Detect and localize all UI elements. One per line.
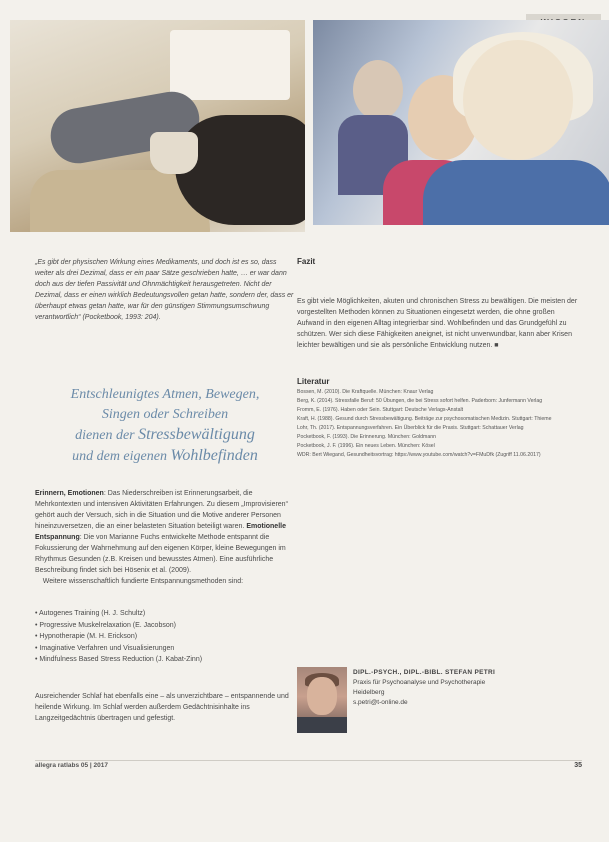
literatur-item: Lohr, Th. (2017). Entspannungsverfahren. Ein Überblick für die Praxis. Stuttgart: Schattauer Verlag (297, 425, 524, 431)
fazit-heading: Fazit (297, 257, 316, 266)
text-entspannung: : Die von Marianne Fuchs entwickelte Methode entspannt die Fokussierung der Wahrnehmung auf den eigenen Körper, kleine Bewegungen im Rhythmus Gesunden (z.B. Kreisen und bewusstes Atmen). Eine ausführliche Beschreibung findet sich bei Hösenix et al. (2009). (35, 534, 286, 574)
list-item: • Autogenes Training (H. J. Schultz) (35, 608, 295, 620)
literatur-item: Fromm, E. (1976). Haben oder Sein. Stuttgart: Deutsche Verlags-Anstalt (297, 407, 464, 413)
literatur-item: WDR: Bert Wiegand, Gesundheitsvortrag: https://www.youtube.com/watch?v=FMuDfk (Zugriff 11.06.2017) (297, 452, 541, 458)
photo-mug (150, 132, 198, 174)
photo-seniors-singing (313, 20, 609, 225)
photo-window (170, 30, 290, 100)
quote-text: „Es gibt der physischen Wirkung eines Medikaments, und doch ist es so, dass weiter als drei Dezimal, dass er ein paar Sätze geschrieben hatte, … er war dann doch aus der tiefen Passivität und Ohnmächtigkeit herausgetreten. Nicht der Dezimal, dass er einen wirklich Bedeutungsvollen getan hatte, sondern der, dass er überhaupt etwas getan hatte, war für den günstigen Stimmungsumschwung verantwortlich“ (Pocketbook, 1993: 204). (35, 259, 294, 321)
author-email[interactable]: s.petri@t-online.de (353, 699, 408, 706)
fazit-text: Es gibt viele Möglichkeiten, akuten und chronischen Stress zu bewältigen. Die meisten der vorgestellten Methoden können zu Situationen eingesetzt werden, die ohne großen Aufwand in den eigenen Alltag integrierbar sind. Wohlbefinden und das Grundgefühl zu schützen. Wer sich diese Fähigkeiten aneignet, ist nicht unverwundbar, kann aber Krisen leichter bewältigen und sie als persönliche Entwicklung nutzen. ■ (297, 298, 578, 349)
pull-quote-line-3a: dienen der (75, 428, 139, 443)
literatur-item: Bossen, M. (2010). Die Kraftquelle. München: Knaur Verlag (297, 389, 434, 395)
footer-rule (35, 760, 582, 761)
literatur-item: Kraft, H. (1988). Gesund durch Stressbewältigung. Beiträge zur psychosomatischen Medizin. Stuttgart: Thieme (297, 416, 552, 422)
footer-magazine: allegra ratlabs 05 | 2017 (35, 762, 109, 769)
literatur-item: Pocketbook, F. (1993). Die Erinnerung. München: Goldmann (297, 434, 436, 440)
pull-quote-line-3 (35, 425, 295, 446)
author-photo (297, 667, 347, 733)
author-box (353, 668, 583, 708)
photo-person-1 (463, 40, 573, 160)
pull-quote-line-3b: Stressbewältigung (138, 426, 255, 443)
list-item: • Mindfulness Based Stress Reduction (J. Kabat-Zinn) (35, 654, 295, 666)
pull-quote (35, 385, 295, 467)
author-face (307, 677, 337, 715)
body-paragraph-2: Ausreichender Schlaf hat ebenfalls eine – als unverzichtbare – entspannende und heilende Wirkung. Im Schlaf werden außerdem Gedächtnisinhalte ins Langzeitgedächtnis übertragen und gefestigt. (35, 693, 289, 722)
body-paragraph-1 (35, 488, 295, 587)
literatur-list (297, 388, 582, 460)
methods-list (35, 608, 295, 666)
author-practice: Praxis für Psychoanalyse und Psychotherapie (353, 679, 486, 686)
pull-quote-line-4 (35, 446, 295, 467)
pull-quote-line-1: Entschleunigtes Atmen, Bewegen, (70, 387, 260, 402)
literatur-heading: Literatur (297, 377, 330, 386)
photo-person-3 (353, 60, 403, 120)
pull-quote-line-2: Singen oder Schreiben (101, 407, 229, 422)
lead-erinnern: Erinnern, Emotionen (35, 490, 104, 497)
pull-quote-line-4b: Wohlbefinden (170, 447, 258, 464)
author-suit (297, 717, 347, 733)
literatur-item: Pocketbook, J. F. (1996). Ein neues Leben. München: Kösel (297, 443, 435, 449)
text-methods-intro: Weitere wissenschaftlich fundierte Entspannungsmethoden sind: (42, 578, 244, 585)
list-item: • Hypnotherapie (M. H. Erickson) (35, 631, 295, 643)
author-city: Heidelberg (353, 689, 385, 696)
lead-entspannung: Emotionelle Entspannung (35, 523, 286, 541)
photo-hair (175, 115, 305, 225)
text-erinnern: : Das Niederschreiben ist Erinnerungsarbeit, die Mehrkontexten und intensiven Aktivitäten Erfahrungen. Zu diesem „Improvisieren“ gehört auch der Versuch, sich in die Situation und die Motive anderer Personen hineinzuversetzen, die an einer belasteten Situation beteiligt waren. (35, 490, 288, 530)
pull-quote-line-4a: und dem eigenen (72, 449, 171, 464)
photo-shirt-1 (423, 160, 609, 225)
list-item: • Imaginative Verfahren und Visualisierungen (35, 643, 295, 655)
list-item: • Progressive Muskelrelaxation (E. Jacobson) (35, 620, 295, 632)
page-number: 35 (574, 762, 582, 769)
photo-woman-resting (10, 20, 305, 232)
literatur-item: Berg, K. (2014). Stressfalle Beruf: 50 Übungen, die bei Stress sofort helfen. Paderborn: Junfermann Verlag (297, 398, 543, 404)
author-name: DIPL.-PSYCH., DIPL.-BIBL. STEFAN PETRI (353, 669, 496, 676)
